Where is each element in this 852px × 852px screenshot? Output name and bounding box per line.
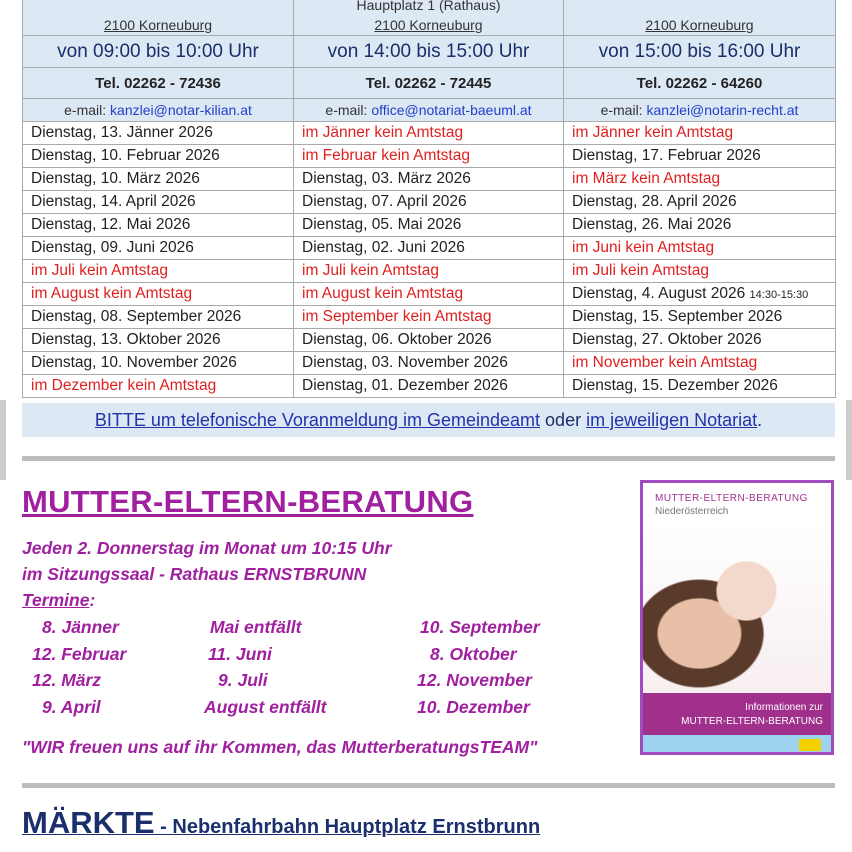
table-row xyxy=(23,214,836,237)
notar-hours: von 15:00 bis 16:00 Uhr xyxy=(564,36,836,68)
brochure-title: MUTTER-ELTERN-BERATUNG xyxy=(655,493,808,504)
right-edge-scroll xyxy=(846,400,852,480)
section-title-maerkte: MÄRKTE - Nebenfahrbahn Hauptplatz Ernstbrunn xyxy=(22,805,541,840)
termin-date: 12. März xyxy=(32,670,102,690)
amtstag-cell: im Dezember kein Amtstag xyxy=(23,375,294,398)
voranmeldung-note xyxy=(22,403,835,437)
amtstag-cell: Dienstag, 26. Mai 2026 xyxy=(564,214,836,237)
email-link[interactable]: kanzlei@notarin-recht.at xyxy=(646,102,799,118)
table-row xyxy=(23,168,836,191)
table-row xyxy=(23,283,836,306)
table-row xyxy=(23,306,836,329)
meb-line1: Jeden 2. Donnerstag im Monat um 10:15 Uhr xyxy=(22,538,392,558)
left-edge-scroll xyxy=(0,400,6,480)
termin-date: 12. November xyxy=(417,670,532,690)
termine-label: Termine xyxy=(22,590,90,610)
notar-address xyxy=(23,0,294,36)
table-row xyxy=(23,122,836,145)
notar-phone: Tel. 02262 - 72436 xyxy=(23,68,294,99)
amtstag-cell: im Jänner kein Amtstag xyxy=(564,122,836,145)
divider xyxy=(22,456,835,461)
amtstag-cell: Dienstag, 05. Mai 2026 xyxy=(294,214,564,237)
amtstag-cell: Dienstag, 03. November 2026 xyxy=(294,352,564,375)
amtstag-cell: im August kein Amtstag xyxy=(23,283,294,306)
link-gemeindeamt[interactable]: BITTE um telefonische Voranmeldung im Gemeindeamt xyxy=(94,410,541,430)
termin-date: 12. Februar xyxy=(32,643,127,664)
amtstag-cell: im Juli kein Amtstag xyxy=(564,260,836,283)
table-row xyxy=(23,329,836,352)
address-line: 2100 Korneuburg xyxy=(103,17,213,33)
amtstag-cell: Dienstag, 28. April 2026 xyxy=(564,191,836,214)
termin-date: 10. September xyxy=(420,617,540,637)
termin-date: Mai entfällt xyxy=(210,617,302,637)
notar-email xyxy=(23,99,294,122)
amtstag-cell: Dienstag, 07. April 2026 xyxy=(294,191,564,214)
amtstag-cell: Dienstag, 12. Mai 2026 xyxy=(23,214,294,237)
termin-date: 8. Oktober xyxy=(430,643,517,664)
amtstag-cell: Dienstag, 10. Februar 2026 xyxy=(23,145,294,168)
email-label: e-mail: xyxy=(600,102,643,118)
termin-date: 10. Dezember xyxy=(417,696,530,717)
brochure-band: Informationen zur MUTTER-ELTERN-BERATUNG xyxy=(643,693,831,735)
note-text: oder xyxy=(540,410,587,430)
amtstag-cell: im September kein Amtstag xyxy=(294,306,564,329)
notar-address xyxy=(294,0,564,36)
termin-date: 9. April xyxy=(42,696,101,717)
meb-quote: "WIR freuen uns auf ihr Kommen, das MutterberatungsTEAM" xyxy=(22,737,538,757)
amtstag-cell: im Jänner kein Amtstag xyxy=(294,122,564,145)
notar-address xyxy=(564,0,836,36)
note-text: . xyxy=(757,410,763,430)
notar-phone: Tel. 02262 - 72445 xyxy=(294,68,564,99)
amtstag-cell: Dienstag, 14. April 2026 xyxy=(23,191,294,214)
notar-email xyxy=(564,99,836,122)
divider xyxy=(22,783,835,788)
amtstag-cell: im März kein Amtstag xyxy=(564,168,836,191)
amtstag-cell: Dienstag, 13. Jänner 2026 xyxy=(23,122,294,145)
amtstag-cell: Dienstag, 02. Juni 2026 xyxy=(294,237,564,260)
meb-brochure-image xyxy=(640,480,834,755)
amtstag-cell: Dienstag, 15. September 2026 xyxy=(564,306,836,329)
amtstag-cell: im Juni kein Amtstag xyxy=(564,237,836,260)
section-title-meb: MUTTER-ELTERN-BERATUNG xyxy=(22,484,474,519)
table-row xyxy=(23,260,836,283)
table-row xyxy=(23,237,836,260)
amtstag-cell: Dienstag, 03. März 2026 xyxy=(294,168,564,191)
amtstag-cell: im August kein Amtstag xyxy=(294,283,564,306)
amtstag-cell: Dienstag, 06. Oktober 2026 xyxy=(294,329,564,352)
notar-email xyxy=(294,99,564,122)
brochure-sub: Niederösterreich xyxy=(655,506,729,517)
notar-hours: von 09:00 bis 10:00 Uhr xyxy=(23,36,294,68)
amtstag-cell: Dienstag, 10. November 2026 xyxy=(23,352,294,375)
noe-logo-icon xyxy=(799,739,821,751)
amtstag-cell: Dienstag, 15. Dezember 2026 xyxy=(564,375,836,398)
table-row xyxy=(23,145,836,168)
notar-phone: Tel. 02262 - 64260 xyxy=(564,68,836,99)
amtstag-cell: im Juli kein Amtstag xyxy=(23,260,294,283)
termin-date: 9. Juli xyxy=(218,670,268,690)
termin-date: August entfällt xyxy=(204,696,327,717)
meb-line2: im Sitzungssaal - Rathaus ERNSTBRUNN xyxy=(22,564,367,584)
termin-date: 11. Juni xyxy=(208,643,272,664)
table-row xyxy=(23,375,836,398)
address-line: 2100 Korneuburg xyxy=(374,17,483,33)
link-notariat[interactable]: im jeweiligen Notariat xyxy=(586,410,758,430)
amtstag-cell: Dienstag, 09. Juni 2026 xyxy=(23,237,294,260)
address-line: Hauptplatz 1 (Rathaus) xyxy=(356,0,501,13)
amtstag-cell: Dienstag, 01. Dezember 2026 xyxy=(294,375,564,398)
amtstag-cell: Dienstag, 17. Februar 2026 xyxy=(564,145,836,168)
notar-amtstage-table xyxy=(22,0,836,398)
termin-date: 8. Jänner xyxy=(42,617,119,637)
email-link[interactable]: kanzlei@notar-kilian.at xyxy=(110,102,252,118)
email-link[interactable]: office@notariat-baeuml.at xyxy=(371,102,532,118)
email-label: e-mail: xyxy=(64,102,107,118)
amtstag-cell: im Juli kein Amtstag xyxy=(294,260,564,283)
amtstag-cell: Dienstag, 13. Oktober 2026 xyxy=(23,329,294,352)
address-line: 2100 Korneuburg xyxy=(645,17,754,33)
amtstag-cell: Dienstag, 27. Oktober 2026 xyxy=(564,329,836,352)
amtstag-cell: Dienstag, 08. September 2026 xyxy=(23,306,294,329)
amtstag-cell: Dienstag, 10. März 2026 xyxy=(23,168,294,191)
amtstag-cell: im November kein Amtstag xyxy=(564,352,836,375)
notar-hours: von 14:00 bis 15:00 Uhr xyxy=(294,36,564,68)
table-row xyxy=(23,352,836,375)
amtstag-cell: im Februar kein Amtstag xyxy=(294,145,564,168)
table-row xyxy=(23,191,836,214)
amtstag-cell: Dienstag, 4. August 2026 14:30-15:30 xyxy=(564,283,836,306)
time-note: 14:30-15:30 xyxy=(749,289,809,301)
email-label: e-mail: xyxy=(325,102,368,118)
mother-baby-photo xyxy=(643,523,831,693)
